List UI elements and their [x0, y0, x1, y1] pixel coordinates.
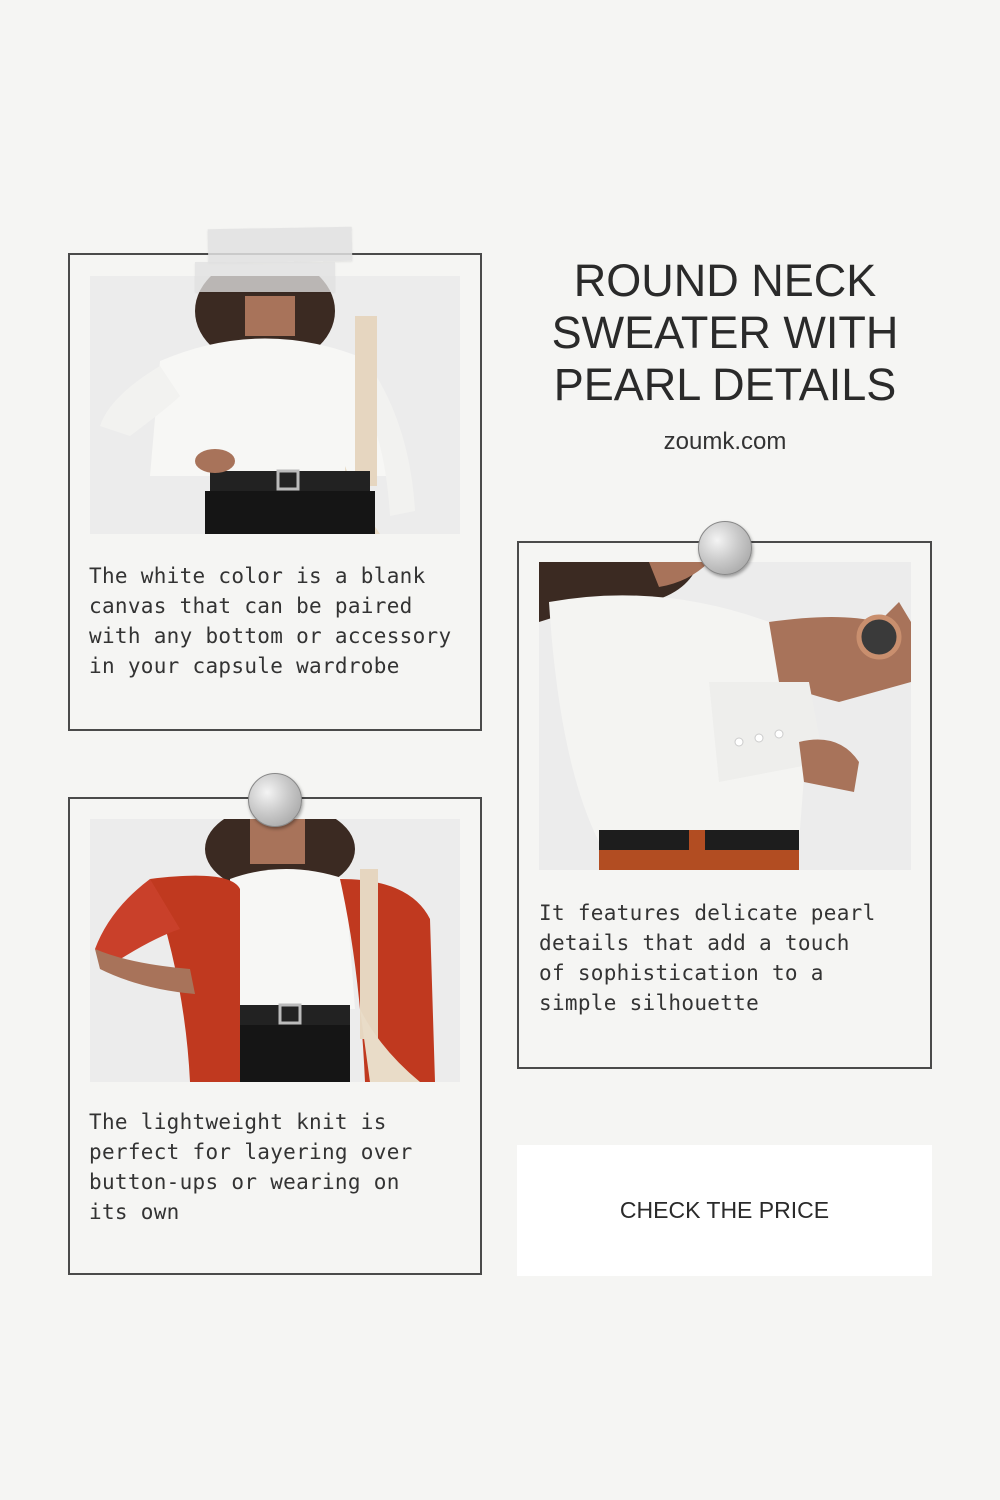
card-caption: It features delicate pearl details that add a touch of sophistication to a simple silhouette — [539, 901, 876, 1015]
website-label: zoumk.com — [663, 428, 787, 455]
pushpin-icon — [698, 521, 752, 575]
washi-tape — [208, 227, 353, 264]
card-caption: The lightweight knit is perfect for layering over button-ups or wearing on its own — [89, 1110, 413, 1224]
card-caption: The white color is a blank canvas that can be paired with any bottom or accessory in your capsule wardrobe — [89, 564, 452, 678]
page-title: ROUND NECK SWEATER WITH PEARL DETAILS — [551, 255, 899, 410]
check-price-button[interactable] — [517, 1145, 932, 1276]
product-photo-layered — [90, 819, 460, 1082]
washi-tape-lower — [195, 262, 335, 292]
pushpin-icon — [248, 773, 302, 827]
product-photo-front — [90, 276, 460, 534]
check-price-label: CHECK THE PRICE — [619, 1197, 830, 1223]
product-photo-sleeve — [539, 562, 911, 870]
